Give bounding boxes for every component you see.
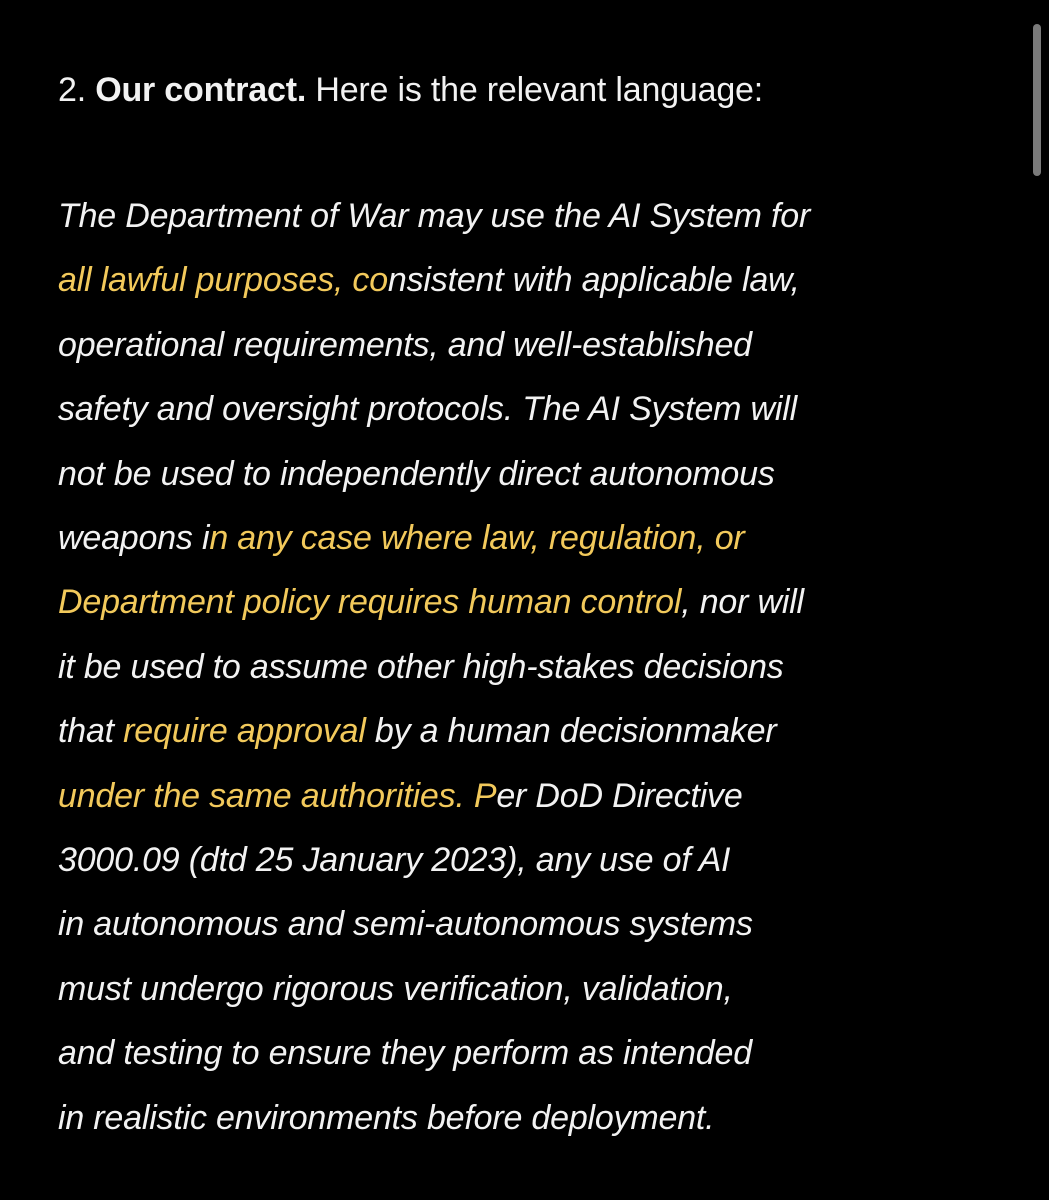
quote-line bbox=[58, 892, 1018, 956]
quote-text: and testing to ensure they perform as intended bbox=[58, 1034, 752, 1073]
quote-text: nsistent with applicable law, bbox=[387, 261, 800, 300]
section-number: 2. bbox=[58, 71, 86, 109]
quote-text: , nor will bbox=[681, 583, 804, 622]
scrollbar[interactable] bbox=[1033, 24, 1041, 176]
quote-text: that bbox=[58, 712, 124, 751]
quote-line bbox=[58, 828, 1018, 892]
quote-line bbox=[58, 184, 1018, 248]
quote-line bbox=[58, 570, 1018, 634]
quote-text: operational requirements, and well-established bbox=[58, 325, 752, 364]
quote-line bbox=[58, 1021, 1018, 1085]
quote-text: not be used to independently direct autonomous bbox=[58, 454, 775, 493]
quote-line bbox=[58, 313, 1018, 377]
quote-line bbox=[58, 442, 1018, 506]
quote-line bbox=[58, 635, 1018, 699]
quote-text: it be used to assume other high-stakes decisions bbox=[58, 647, 784, 686]
quote-line bbox=[58, 957, 1018, 1021]
section-title: Our contract. bbox=[95, 71, 307, 109]
highlighted-phrase: under the same authorities. P bbox=[58, 776, 497, 815]
quote-line bbox=[58, 377, 1018, 441]
quote-line bbox=[58, 1086, 1018, 1150]
quote-text: must undergo rigorous verification, validation, bbox=[58, 969, 733, 1008]
quote-text: er DoD Directive bbox=[496, 776, 743, 815]
quote-line bbox=[58, 699, 1018, 763]
quote-text: safety and oversight protocols. The AI System will bbox=[58, 390, 797, 429]
quote-text: in autonomous and semi-autonomous systems bbox=[58, 905, 753, 944]
highlighted-phrase: all lawful purposes, co bbox=[58, 261, 388, 300]
section-heading bbox=[58, 66, 763, 114]
quote-text: The Department of War may use the AI System for bbox=[58, 197, 811, 235]
highlighted-phrase: n any case where law, regulation, or bbox=[209, 519, 745, 558]
quote-text: 3000.09 (dtd 25 January 2023), any use of AI bbox=[58, 841, 731, 880]
quote-line bbox=[58, 506, 1018, 570]
highlighted-phrase: require approval bbox=[123, 712, 375, 751]
quote-line bbox=[58, 248, 1018, 312]
quote-line bbox=[58, 764, 1018, 828]
contract-quote bbox=[58, 184, 1018, 1150]
quote-text: in realistic environments before deployment. bbox=[58, 1098, 715, 1137]
section-intro: Here is the relevant language: bbox=[315, 71, 763, 109]
quote-text: by a human decisionmaker bbox=[374, 712, 777, 751]
highlighted-phrase: Department policy requires human control bbox=[58, 583, 682, 622]
quote-text: weapons i bbox=[58, 519, 210, 558]
